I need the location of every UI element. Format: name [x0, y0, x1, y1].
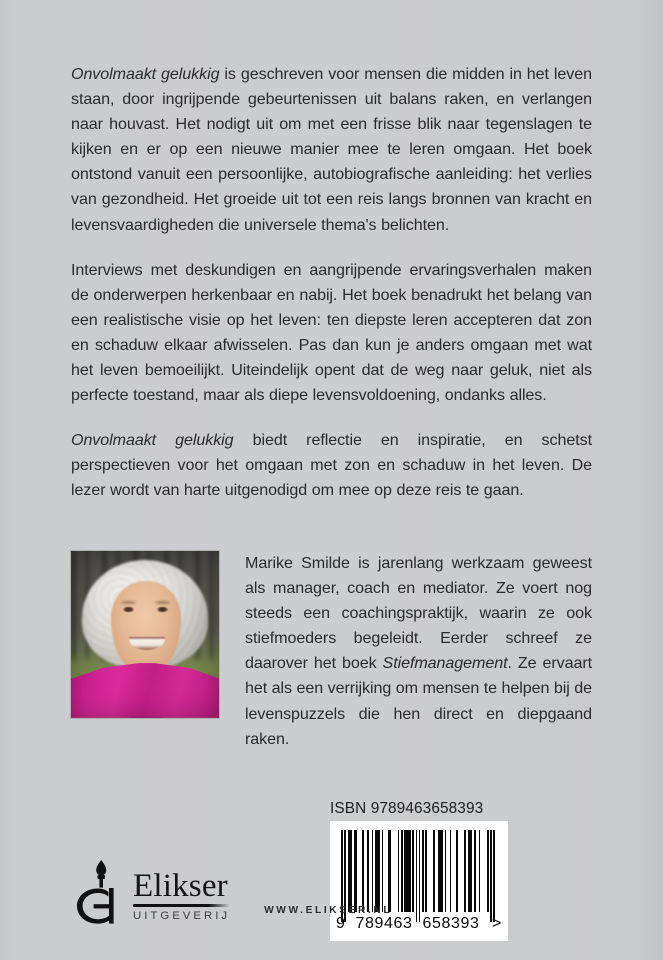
publisher-name: Elikser	[133, 868, 228, 904]
publisher-wordmark	[133, 870, 230, 922]
publisher-website[interactable]: WWW.ELIKSER.NL	[264, 905, 393, 916]
blurb-paragraph-1	[71, 62, 592, 238]
publisher-logo	[71, 858, 392, 926]
previous-book-title-italic: Stiefmanagement	[382, 654, 508, 673]
blurb-text-block	[71, 62, 592, 504]
barcode-left-group: 789463	[355, 915, 413, 932]
barcode-first-digit: 9	[336, 915, 346, 932]
blurb-paragraph-3	[71, 428, 592, 503]
blurb-paragraph-2	[71, 258, 592, 409]
author-photo	[71, 551, 219, 718]
author-section	[71, 551, 592, 752]
book-title-italic-2: Onvolmaakt gelukkig	[71, 431, 234, 450]
barcode-right-group: 658393	[422, 915, 480, 932]
photo-eyebrow-left	[121, 601, 136, 604]
publisher-subtitle: UITGEVERIJ	[133, 910, 231, 922]
book-title-italic-1: Onvolmaakt gelukkig	[71, 65, 220, 83]
wordmark-underline-rule	[133, 904, 230, 907]
photo-face	[111, 581, 181, 673]
blurb-paragraph-2-text: Interviews met deskundigen en aangrijpende ervaringsverhalen maken de onderwerpen herkenbaar en nabij. Het boek benadrukt het belang van een realistische visie op het leven: ten diepste leren accepteren dat zon en schaduw elkaar afwisselen. Pas dan kun je anders omgaan met wat het leven bemoeilijkt. Uiteindelijk opent dat de weg naar geluk, niet als perfecte toestand, maar als diepe levensvoldoening, ondanks alles.	[71, 260, 592, 405]
barcode-guard-mark: >	[492, 915, 502, 932]
blurb-paragraph-1-text: is geschreven voor mensen die midden in het leven staan, door ingrijpende gebeurtenissen uit balans raken, en verlangen naar houvast. Het nodigt uit om met een frisse blik naar tegenslagen te kijken en er op een nieuwe manier mee te leren omgaan. Het boek ontstond vanuit een persoonlijke, autobiografische aanleiding: het verlies van gezondheid. Het groeide uit tot een reis langs bronnen van kracht en levensvaardigheden die universele thema's belichten.	[71, 65, 592, 234]
blurb-paragraph-3-text: biedt reflectie en inspiratie, en schetst perspectieven voor het omgaan met zon en schaduw in het leven. De lezer wordt van harte uitgenodigd om mee op deze reis te gaan.	[71, 431, 592, 500]
photo-eyebrow-right	[155, 601, 170, 604]
author-bio-part-1: Marike Smilde is jarenlang werkzaam geweest als manager, coach en mediator. Ze voert nog steeds een coachingspraktijk, waarin ze ook stiefmoeders begeleidt. Eerder schreef ze daarover het boek	[245, 554, 592, 673]
isbn-label: ISBN 9789463658393	[330, 800, 484, 817]
author-bio-part-2: . Ze ervaart het als een verrijking om mensen te helpen bij de levenspuzzels die hen direct en diepgaand raken.	[245, 654, 593, 748]
photo-eye-left	[123, 607, 134, 612]
elikser-eg-monogram-flame-icon	[71, 858, 125, 926]
photo-eye-right	[157, 607, 168, 612]
author-bio-text	[245, 551, 592, 752]
